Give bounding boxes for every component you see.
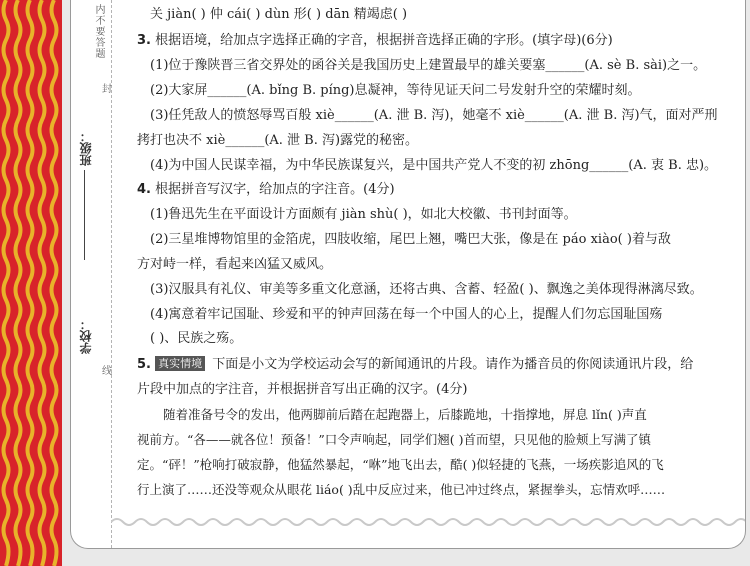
- binding-gutter: [71, 0, 112, 548]
- worksheet-page: [70, 0, 746, 549]
- passage-line: 随着准备号令的发出，他两脚前后踏在起跑器上，后膝跪地，十指撑地，屏息 lǐn( )声直: [163, 407, 647, 422]
- real-context-badge: 真实情境: [155, 356, 205, 371]
- q4-item-2: (2)三星堆博物馆里的金箔虎，四肢收缩，尾巴上翘，嘴巴大张，像是在 páo xiào( )着与敌: [150, 232, 671, 247]
- class-label: 班级：: [79, 130, 93, 166]
- seal-mark: 封: [102, 84, 112, 95]
- school-label: 学校：: [79, 318, 93, 354]
- q3-item-2: (2)大家屏______(A. bǐng B. píng)息凝神，等待见证天问二号发射升空的荣耀时刻。: [150, 83, 641, 98]
- gutter-note: 内不要答题: [93, 4, 104, 59]
- passage-line: 行上演了……还没等观众从眼花 liáo( )乱中反应过来，他已冲过终点，紧握拳头，忘情欢呼……: [137, 482, 666, 497]
- q3-item-3-cont: 拷打也决不 xiè______(A. 泄 B. 泻)露党的秘密。: [137, 133, 419, 148]
- question-prompt: 根据拼音写汉字，给加点的字注音。(4分): [155, 182, 395, 197]
- q4-item-1: (1)鲁迅先生在平面设计方面颇有 jiàn shù( )，如北大校徽、书刊封面等。: [150, 207, 577, 222]
- wave-pattern: [0, 0, 62, 566]
- decorative-wave-border: [111, 515, 745, 529]
- q3-item-1: (1)位于豫陕晋三省交界处的函谷关是我国历史上建置最早的雄关要塞______(A. sè B. sài)之一。: [150, 58, 707, 73]
- question-prompt: 下面是小文为学校运动会写的新闻通讯的片段。请作为播音员的你阅读通讯片段，给: [212, 357, 694, 372]
- passage-line: 定。“砰！”枪响打破寂静，他猛然暴起，“咻”地飞出去，酷( )似轻捷的飞燕，一场疾影追风的飞: [137, 457, 664, 472]
- question-number: 3.: [137, 33, 151, 48]
- question-3-heading: [137, 32, 613, 50]
- q3-item-4: (4)为中国人民谋幸福，为中华民族谋复兴，是中国共产党人不变的初 zhōng______(A. 衷 B. 忠)。: [150, 158, 718, 173]
- q4-item-4: (4)寓意着牢记国耻、珍爱和平的钟声回荡在每一个中国人的心上，提醒人们勿忘国耻国殇: [150, 307, 663, 322]
- class-fill-line: [84, 170, 85, 260]
- question-number: 4.: [137, 182, 151, 197]
- passage-line: 视前方。“各——就各位！预备！”口令声响起，同学们翘( )首而望，只见他的脸颊上写满了镇: [137, 432, 652, 447]
- question-5-heading: [137, 356, 693, 374]
- q4-item-4-cont: ( )、民族之殇。: [150, 331, 243, 346]
- question-prompt-cont: 片段中加点的字注音，并根据拼音写出正确的汉字。(4分): [137, 382, 468, 397]
- question-4-heading: [137, 181, 395, 199]
- line-mark: 线: [102, 366, 112, 377]
- decorative-ribbon: [0, 0, 62, 566]
- question-prompt: 根据语境，给加点字选择正确的字音，根据拼音选择正确的字形。(填字母)(6分): [155, 33, 613, 48]
- question-number: 5.: [137, 357, 151, 372]
- q4-item-2-cont: 方对峙一样，看起来凶猛又威风。: [137, 257, 333, 272]
- q3-item-3: (3)任凭敌人的愤怒辱骂百般 xiè______(A. 泄 B. 泻)，她毫不 xiè______(A. 泄 B. 泻)气，面对严刑: [150, 108, 718, 123]
- pinyin-fill-row: 关 jiàn( ) 仲 cái( ) dùn 形( ) dān 精竭虑( ): [150, 7, 408, 22]
- q4-item-3: (3)汉服具有礼仪、审美等多重文化意涵，还将古典、含蓄、轻盈( )、飘逸之美体现得淋漓尽致。: [150, 282, 703, 297]
